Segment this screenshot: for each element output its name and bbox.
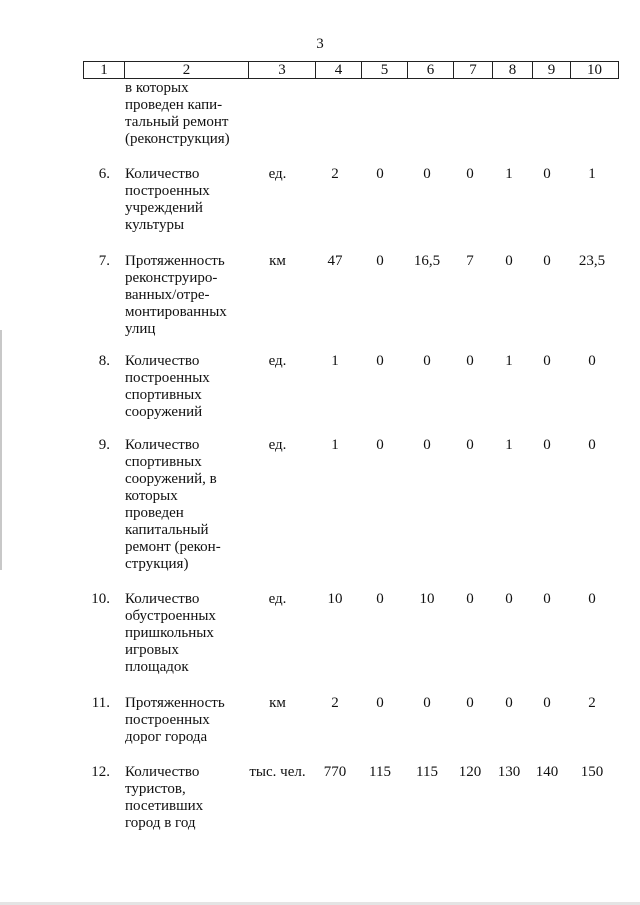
value-cell: 0 [423, 437, 431, 453]
value-cell: 0 [588, 437, 596, 453]
value-cell: 0 [376, 353, 384, 369]
value-cell: 10 [327, 591, 343, 607]
name-line: которых [125, 488, 178, 504]
column-header: 4 [316, 62, 362, 79]
indicator-name [125, 764, 245, 832]
value-cell: 47 [327, 253, 343, 269]
value-cell: 10 [419, 591, 435, 607]
name-line: Количество [125, 591, 200, 607]
value-cell: 7 [466, 253, 474, 269]
name-line: культуры [125, 217, 185, 233]
name-line: капитальный [125, 522, 209, 538]
value-cell: 0 [543, 353, 551, 369]
name-line: построенных [125, 712, 210, 728]
indicator-name [125, 253, 245, 338]
name-line: реконструиро- [125, 270, 218, 286]
name-line: Количество [125, 353, 200, 369]
value-cell: 0 [505, 253, 513, 269]
row-number: 7. [98, 253, 110, 269]
page-number: 3 [316, 36, 324, 52]
unit-cell: км [269, 695, 286, 711]
name-line: тальный ремонт [125, 114, 229, 130]
value-cell: 0 [543, 695, 551, 711]
name-line: улиц [125, 321, 156, 337]
name-line: туристов, [125, 781, 186, 797]
value-cell: 0 [543, 166, 551, 182]
value-cell: 0 [466, 695, 474, 711]
row-number: 10. [91, 591, 110, 607]
column-header: 2 [125, 62, 249, 79]
value-cell: 1 [331, 353, 339, 369]
value-cell: 0 [466, 437, 474, 453]
column-number-row [83, 61, 619, 79]
name-line: (реконструкция) [125, 131, 230, 147]
row-number: 12. [91, 764, 110, 780]
name-line: спортивных [125, 387, 202, 403]
continued-row-text [125, 80, 245, 148]
value-cell: 0 [543, 591, 551, 607]
column-header: 9 [533, 62, 571, 79]
value-cell: 1 [505, 437, 513, 453]
name-line: построенных [125, 370, 210, 386]
name-line: Количество [125, 166, 200, 182]
unit-cell: км [269, 253, 286, 269]
row-number: 6. [98, 166, 110, 182]
value-cell: 0 [505, 591, 513, 607]
name-line: сооружений, в [125, 471, 217, 487]
value-cell: 2 [331, 695, 339, 711]
column-header: 1 [84, 62, 125, 79]
indicator-name [125, 695, 245, 746]
scan-edge-left [0, 330, 2, 570]
name-line: монтированных [125, 304, 227, 320]
unit-cell: тыс. чел. [249, 764, 306, 780]
name-line: площадок [125, 659, 189, 675]
value-cell: 120 [458, 764, 482, 780]
name-line: Количество [125, 764, 200, 780]
name-line: город в год [125, 815, 196, 831]
value-cell: 1 [505, 353, 513, 369]
row-number: 9. [98, 437, 110, 453]
row-number: 8. [98, 353, 110, 369]
value-cell: 0 [423, 695, 431, 711]
value-cell: 1 [505, 166, 513, 182]
name-line: посетивших [125, 798, 204, 814]
name-line: ремонт (рекон- [125, 539, 221, 555]
value-cell: 0 [543, 253, 551, 269]
name-line: пришкольных [125, 625, 214, 641]
name-line: учреждений [125, 200, 203, 216]
unit-cell: ед. [268, 437, 287, 453]
value-cell: 770 [323, 764, 347, 780]
column-header: 3 [249, 62, 316, 79]
value-cell: 23,5 [578, 253, 606, 269]
column-header: 5 [362, 62, 408, 79]
unit-cell: ед. [268, 591, 287, 607]
name-line: сооружений [125, 404, 203, 420]
value-cell: 0 [505, 695, 513, 711]
indicator-name [125, 166, 245, 234]
value-cell: 16,5 [413, 253, 441, 269]
name-line: струкция) [125, 556, 189, 572]
value-cell: 0 [376, 591, 384, 607]
column-header: 10 [571, 62, 619, 79]
name-line: построенных [125, 183, 210, 199]
value-cell: 0 [543, 437, 551, 453]
value-cell: 2 [331, 166, 339, 182]
name-line: проведен [125, 505, 184, 521]
value-cell: 140 [535, 764, 559, 780]
value-cell: 115 [369, 764, 391, 780]
name-line: ванных/отре- [125, 287, 210, 303]
value-cell: 0 [376, 437, 384, 453]
row-number: 11. [91, 695, 110, 711]
name-line: спортивных [125, 454, 202, 470]
value-cell: 130 [497, 764, 521, 780]
value-cell: 0 [423, 166, 431, 182]
value-cell: 0 [588, 591, 596, 607]
value-cell: 0 [466, 591, 474, 607]
value-cell: 0 [423, 353, 431, 369]
column-header: 8 [493, 62, 533, 79]
value-cell: 0 [588, 353, 596, 369]
value-cell: 0 [376, 253, 384, 269]
column-header: 6 [408, 62, 454, 79]
value-cell: 1 [331, 437, 339, 453]
name-line: проведен капи- [125, 97, 223, 113]
value-cell: 2 [588, 695, 596, 711]
name-line: Протяженность [125, 695, 225, 711]
value-cell: 1 [588, 166, 596, 182]
name-line: игровых [125, 642, 179, 658]
unit-cell: ед. [268, 166, 287, 182]
value-cell: 0 [376, 695, 384, 711]
name-line: Протяженность [125, 253, 225, 269]
name-line: в которых [125, 80, 189, 96]
value-cell: 0 [466, 353, 474, 369]
column-header: 7 [454, 62, 493, 79]
value-cell: 115 [416, 764, 438, 780]
unit-cell: ед. [268, 353, 287, 369]
indicator-name [125, 353, 245, 421]
indicator-name [125, 437, 245, 573]
name-line: Количество [125, 437, 200, 453]
name-line: обустроенных [125, 608, 216, 624]
value-cell: 0 [466, 166, 474, 182]
indicator-name [125, 591, 245, 676]
value-cell: 150 [580, 764, 604, 780]
name-line: дорог города [125, 729, 208, 745]
value-cell: 0 [376, 166, 384, 182]
